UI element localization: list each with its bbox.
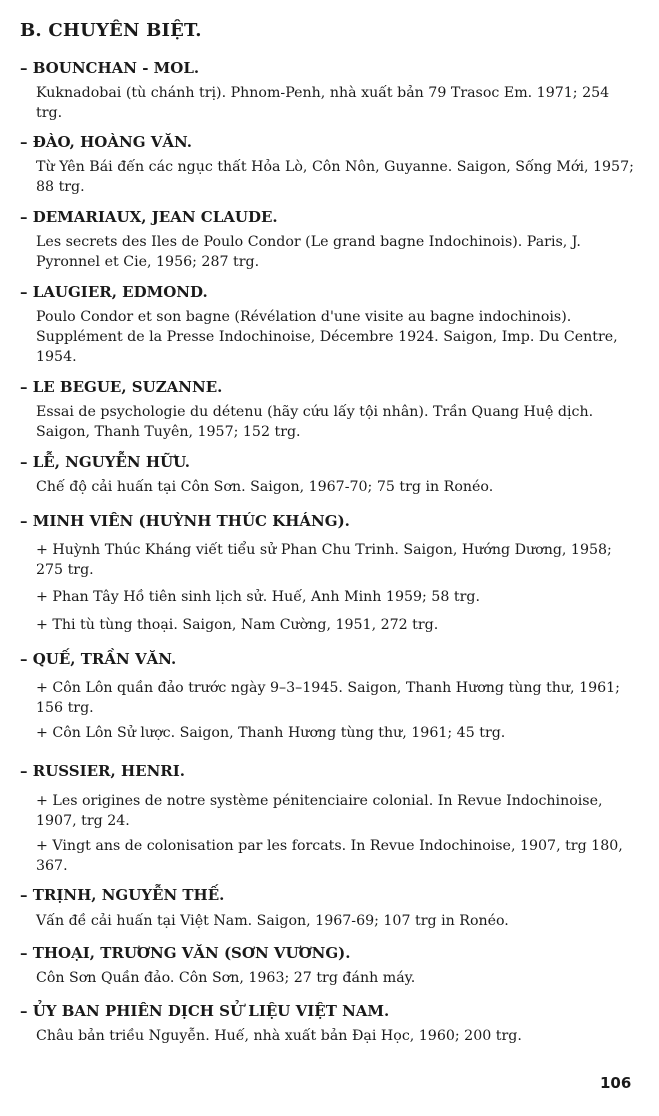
entry-citation: Côn Sơn Quần đảo. Côn Sơn, 1963; 27 trg đánh máy. [36, 970, 416, 986]
entry-citation: + Phan Tây Hồ tiên sinh lịch sử. Huế, Anh Minh 1959; 58 trg. [36, 589, 480, 605]
entry-author: – ỦY BAN PHIÊN DỊCH SỬ LIỆU VIỆT NAM. [20, 1002, 390, 1020]
entry-citation: Les secrets des Iles de Poulo Condor (Le grand bagne Indochinois). Paris, J. Pyronnel et Cie, 1956; 287 trg. [36, 234, 581, 270]
entry-author: – LỄ, NGUYỄN HỮU. [20, 453, 191, 471]
section-title: B. CHUYÊN BIỆT. [20, 20, 202, 41]
entry-citation: + Côn Lôn quần đảo trước ngày 9–3–1945. Saigon, Thanh Hương tùng thư, 1961; 156 trg. [36, 680, 620, 716]
entry-author: – MINH VIÊN (HUỲNH THÚC KHÁNG). [20, 512, 350, 530]
entry-citation: Từ Yên Bái đến các ngục thất Hỏa Lò, Côn Nôn, Guyanne. Saigon, Sống Mới, 1957; 88 trg. [36, 159, 634, 195]
page-number: 106 [600, 1074, 632, 1092]
entry-citation: Kuknadobai (tù chánh trị). Phnom-Penh, nhà xuất bản 79 Trasoc Em. 1971; 254 trg. [36, 85, 610, 121]
entry-citation: + Vingt ans de colonisation par les forcats. In Revue Indochinoise, 1907, trg 180, 367. [36, 838, 623, 874]
entry-citation: Chế độ cải huấn tại Côn Sơn. Saigon, 1967-70; 75 trg in Ronéo. [36, 479, 494, 495]
entry-citation: + Les origines de notre système pénitenciaire colonial. In Revue Indochinoise, 1907, trg 24. [36, 793, 603, 829]
entry-author: – QUẾ, TRẦN VĂN. [20, 650, 177, 668]
entry-citation: + Huỳnh Thúc Kháng viết tiểu sử Phan Chu Trinh. Saigon, Hướng Dương, 1958; 275 trg. [36, 542, 612, 578]
entry-citation: Essai de psychologie du détenu (hãy cứu lấy tội nhân). Trần Quang Huệ dịch. Saigon, Thanh Tuyên, 1957; 152 trg. [36, 404, 594, 440]
entry-author: – LE BEGUE, SUZANNE. [20, 378, 223, 396]
entry-citation: Poulo Condor et son bagne (Révélation d'une visite au bagne indochinois). Supplément de la Presse Indochinoise, Décembre 1924. Saigon, Imp. Du Centre, 1954. [36, 309, 618, 365]
entry-author: – DEMARIAUX, JEAN CLAUDE. [20, 208, 278, 226]
entry-author: – ĐÀO, HOÀNG VĂN. [20, 133, 192, 151]
entry-citation: + Côn Lôn Sử lược. Saigon, Thanh Hương tùng thư, 1961; 45 trg. [36, 725, 506, 741]
entry-citation: Vấn đề cải huấn tại Việt Nam. Saigon, 1967-69; 107 trg in Ronéo. [36, 913, 509, 929]
entry-citation: Châu bản triều Nguyễn. Huế, nhà xuất bản Đại Học, 1960; 200 trg. [36, 1028, 522, 1044]
entry-author: – BOUNCHAN - MOL. [20, 59, 200, 77]
entry-citation: + Thi tù tùng thoại. Saigon, Nam Cường, 1951, 272 trg. [36, 617, 439, 633]
entry-author: – THOẠI, TRƯƠNG VĂN (SƠN VƯƠNG). [20, 944, 351, 962]
entry-author: – LAUGIER, EDMOND. [20, 283, 208, 301]
entry-author: – RUSSIER, HENRI. [20, 762, 185, 780]
entry-author: – TRỊNH, NGUYỄN THẾ. [20, 886, 225, 904]
